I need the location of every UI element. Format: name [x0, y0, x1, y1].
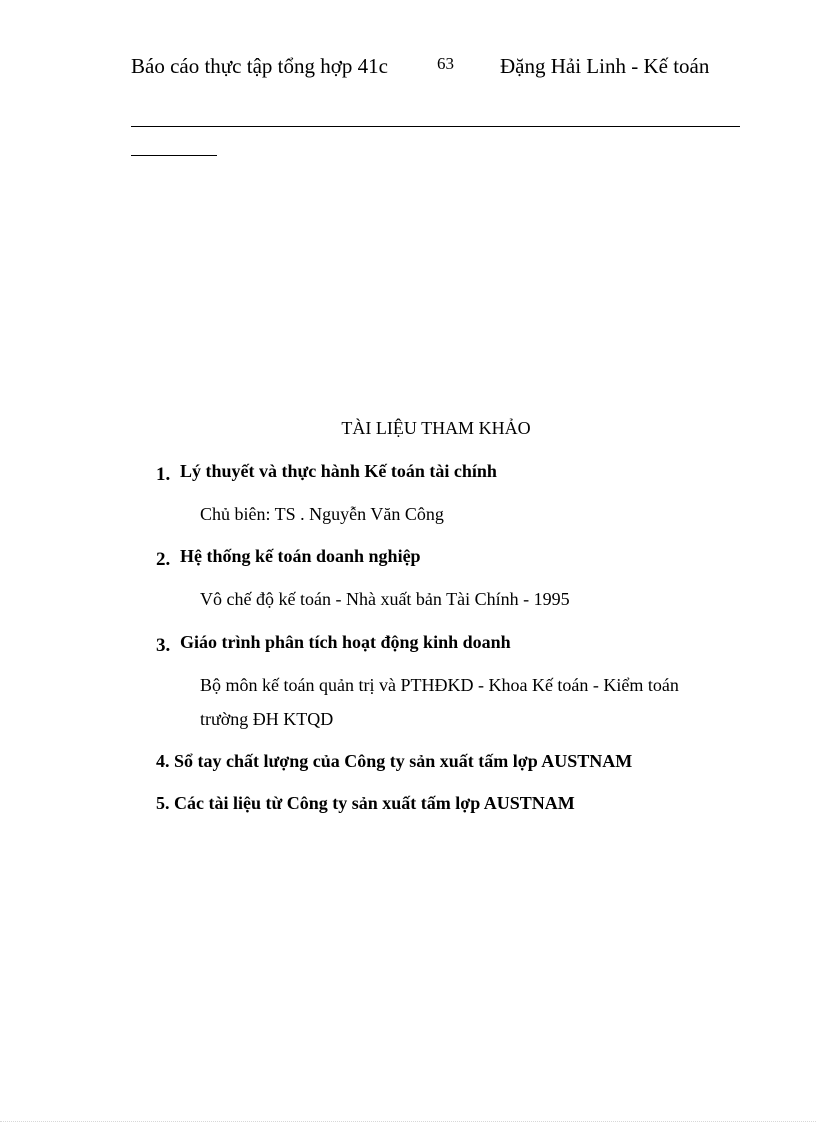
reference-3-university: trường ĐH KTQD	[200, 709, 334, 729]
header-divider	[131, 126, 740, 127]
reference-1-title: Lý thuyết và thực hành Kế toán tài chính	[180, 461, 497, 481]
header-author: Đặng Hải Linh - Kế toán	[500, 54, 710, 78]
header-report-title: Báo cáo thực tập tổng hợp 41c	[131, 54, 388, 78]
reference-3-department: Bộ môn kế toán quản trị và PTHĐKD - Khoa Kế toán - Kiểm toán	[200, 675, 679, 695]
reference-5: 5. Các tài liệu từ Công ty sản xuất tấm lợp AUSTNAM	[156, 793, 575, 813]
page-bottom-edge	[0, 1121, 816, 1122]
reference-1-number: 1.	[156, 464, 171, 485]
references-heading: TÀI LIỆU THAM KHẢO	[341, 418, 531, 438]
reference-3-title: Giáo trình phân tích hoạt động kinh doanh	[180, 632, 511, 652]
page-number: 63	[437, 54, 454, 73]
reference-1-editor: Chủ biên: TS . Nguyễn Văn Công	[200, 504, 444, 524]
reference-2-title: Hệ thống kế toán doanh nghiệp	[180, 546, 421, 566]
reference-2-publisher: Vô chế độ kế toán - Nhà xuất bản Tài Chính - 1995	[200, 589, 570, 609]
reference-2-number: 2.	[156, 549, 171, 570]
reference-4: 4. Sổ tay chất lượng của Công ty sản xuất tấm lợp AUSTNAM	[156, 751, 633, 771]
header-divider-continuation	[131, 155, 217, 156]
reference-3-number: 3.	[156, 635, 171, 656]
